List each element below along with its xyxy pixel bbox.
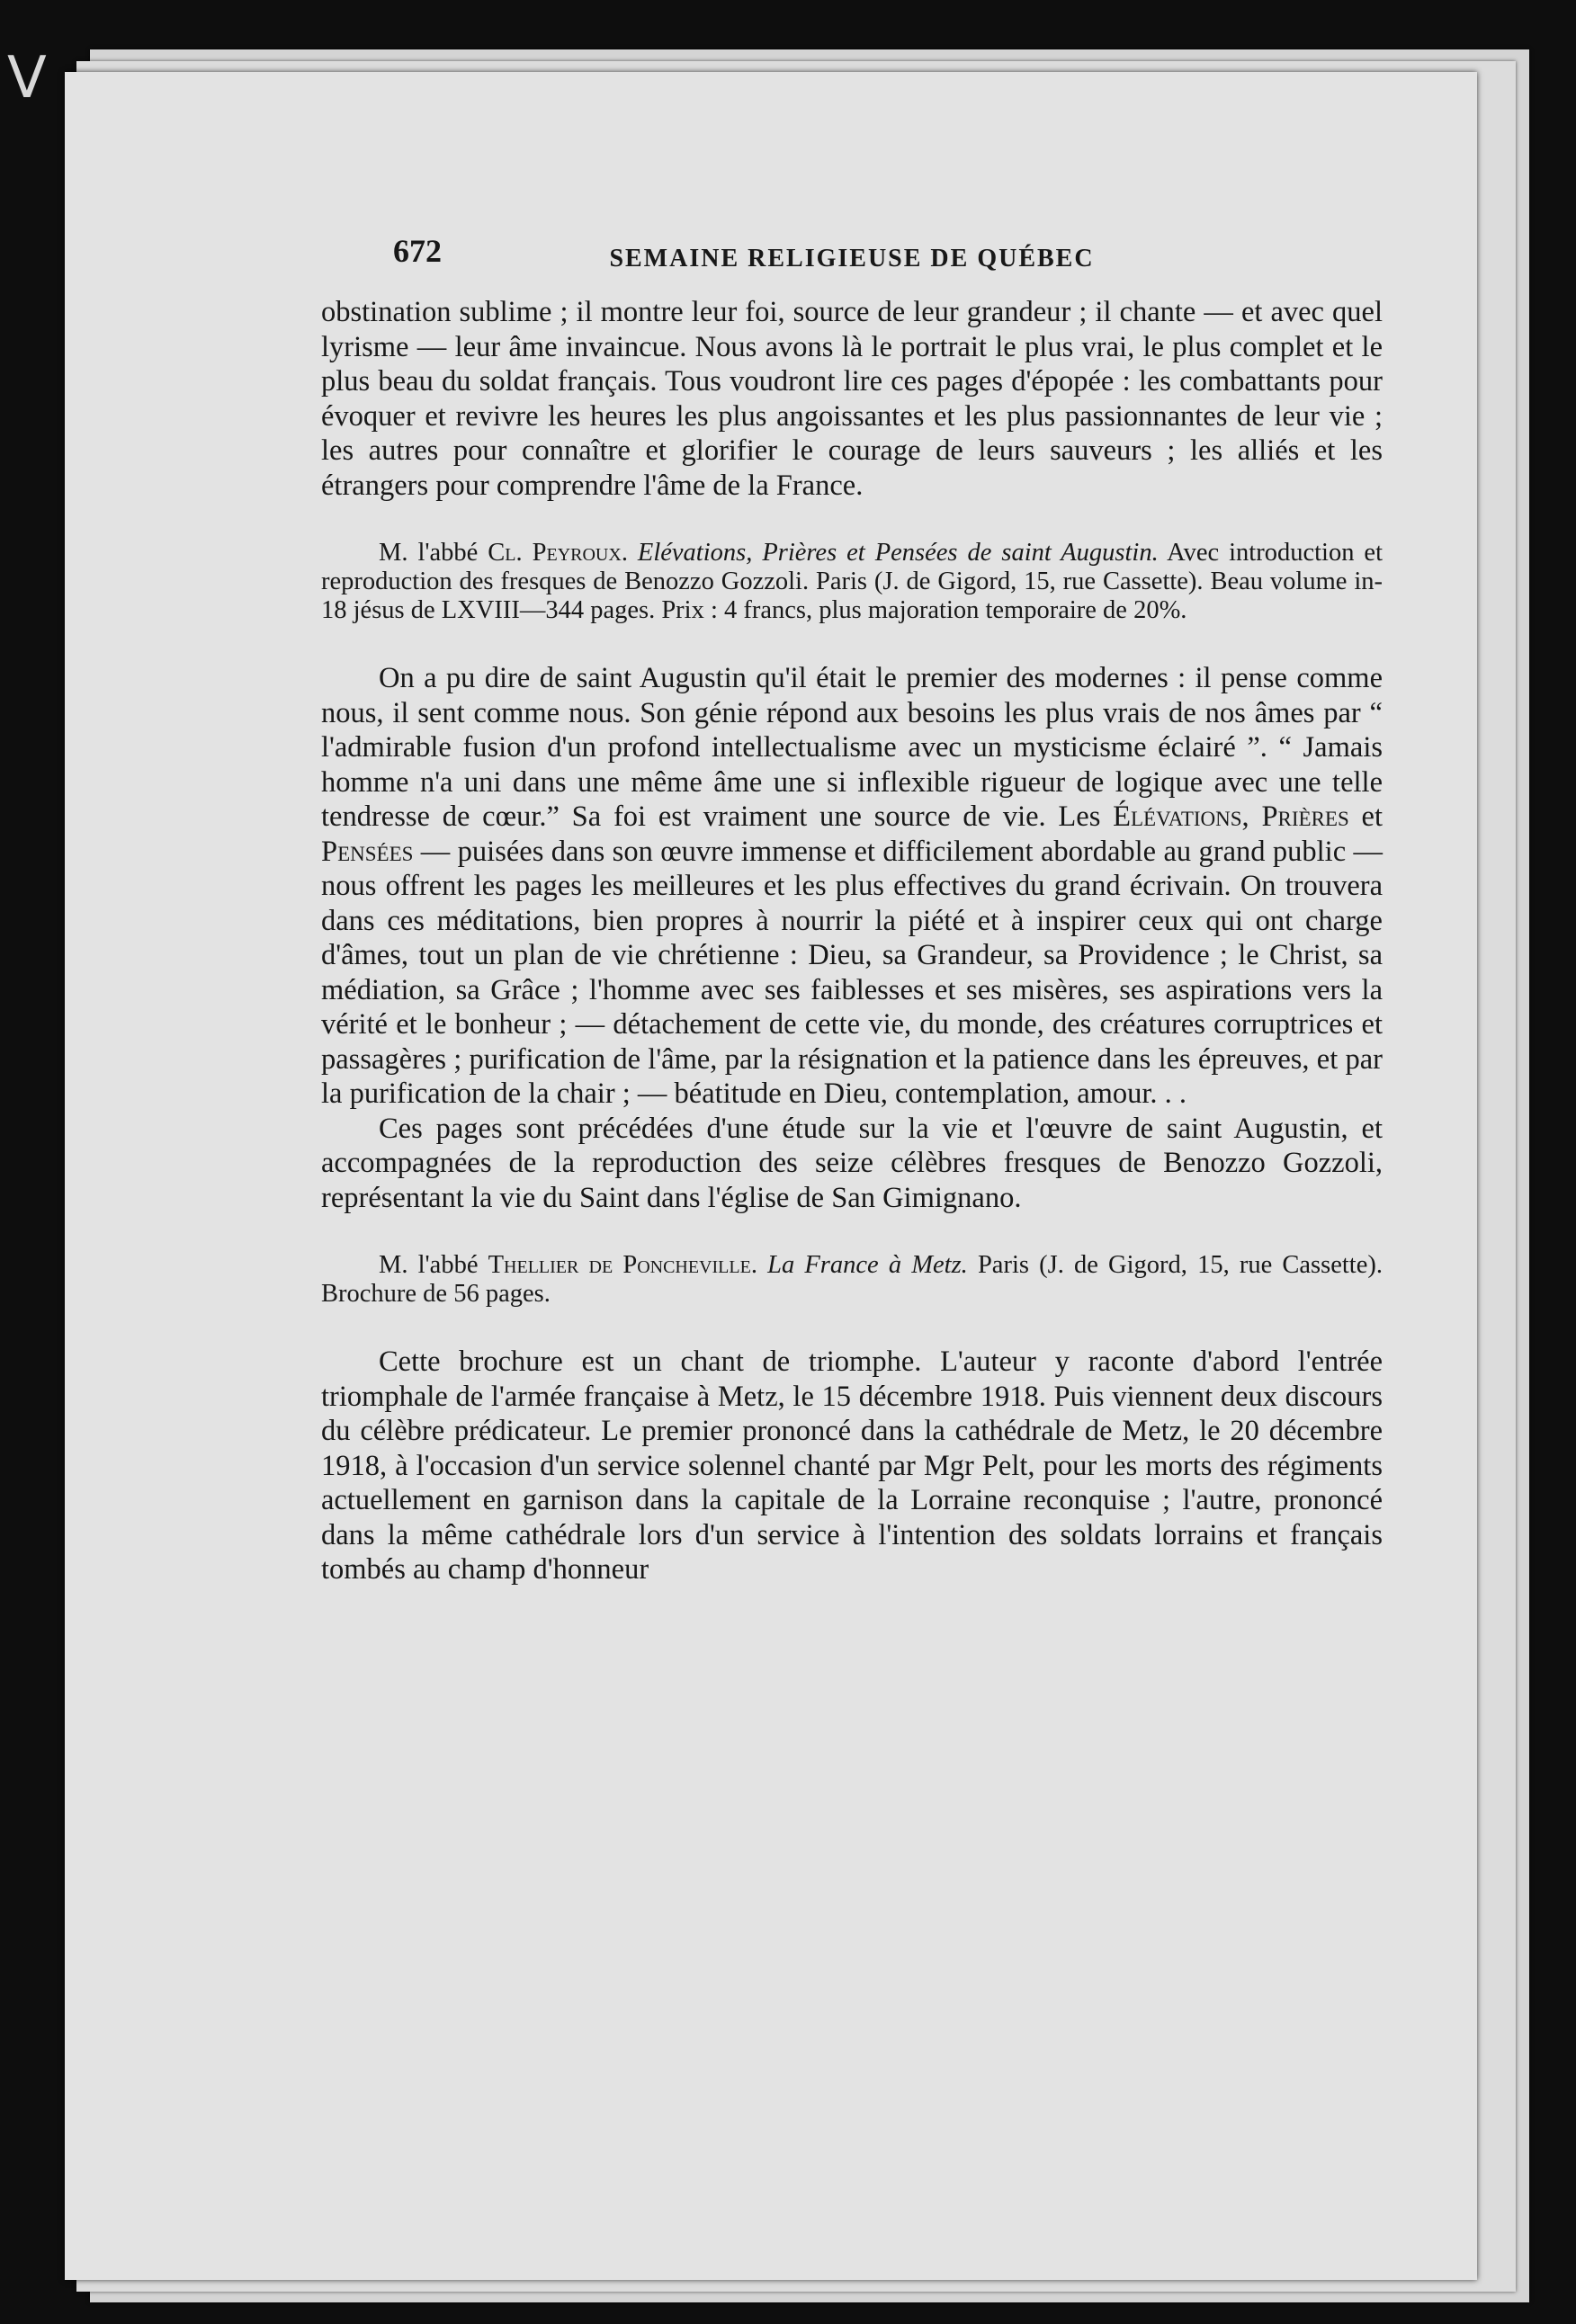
bibliographic-entry-2: [321, 1251, 1383, 1309]
entry-separator: .: [750, 1251, 768, 1279]
paragraph-2-text: — puisées dans son œuvre immense et difficilement abordable au grand public — nous offrent les pages les meilleures et les plus effectives du grand écrivain. On trouvera dans ces méditations, bien propres à nourrir la piété et à inspirer ceux qui ont charge d'âmes, tout un plan de vie chrétienne : Dieu, sa Grandeur, sa Providence ; le Christ, sa médiation, sa Grâce ; l'homme avec ses faiblesses et ses misères, ses aspirations vers la vérité et le bonheur ; — détachement de cette vie, du monde, des créatures corruptrices et passagères ; purification de l'âme, par la résignation et la patience dans les épreuves, et par la purification de la chair ; — béatitude en Dieu, contemplation, amour. . .: [321, 835, 1383, 1110]
page-number: 672: [393, 233, 442, 269]
entry-separator: .: [621, 539, 638, 567]
paragraph-2: [321, 661, 1383, 1112]
paragraph-1: obstination sublime ; il montre leur foi, source de leur grandeur ; il chante — et avec quel lyrisme — leur âme invaincue. Nous avons là le portrait le plus vrai, le plus complet et le plus beau du soldat français. Tous voudront lire ces pages d'épopée : les combattants pour évoquer et revivre les heures les plus angoissantes et les plus passionnantes de leur vie ; les autres pour connaître et glorifier le courage de leurs sauveurs ; les alliés et les étrangers pour comprendre l'âme de la France.: [321, 296, 1383, 502]
paragraph-2-smallcaps: Pensées: [321, 835, 414, 868]
paragraph-3: Ces pages sont précédées d'une étude sur la vie et l'œuvre de saint Augustin, et accompagnées de la reproduction des seize célèbres fresques de Benozzo Gozzoli, représentant la vie du Saint dans l'église de San Gimignano.: [321, 1112, 1383, 1214]
entry-author: Cl. Peyroux: [488, 539, 622, 567]
entry-prefix: M. l'abbé: [379, 1251, 488, 1279]
paragraph-2-smallcaps: Élévations, Prières: [1113, 800, 1349, 833]
paragraph-4: Cette brochure est un chant de triomphe. L'auteur y raconte d'abord l'entrée triomphale de l'armée française à Metz, le 15 décembre 1918. Puis viennent deux discours du célèbre prédicateur. Le premier prononcé dans la cathédrale de Metz, le 20 décembre 1918, à l'occasion d'un service solennel chanté par Mgr Pelt, pour les morts des régiments actuellement en garnison dans la capitale de la Lorraine reconquise ; l'autre, prononcé dans la même cathédrale lors d'un service à l'intention des soldats lorrains et français tombés au champ d'honneur: [321, 1345, 1383, 1586]
entry-details: Paris (J. de Gigord, 15, rue Cassette). Brochure de 56 pages.: [321, 1251, 1383, 1308]
page-content: [321, 232, 1383, 1587]
entry-title: Elévations, Prières et Pensées de saint Augustin.: [637, 539, 1159, 567]
entry-author: Thellier de Poncheville: [488, 1251, 751, 1279]
entry-prefix: M. l'abbé: [379, 539, 488, 567]
paragraph-2-text: et: [1348, 800, 1383, 833]
running-head: SEMAINE RELIGIEUSE DE QUÉBEC: [609, 245, 1095, 273]
bibliographic-entry-1: [321, 539, 1383, 625]
document-page: [65, 72, 1477, 2280]
corner-check-mark: V: [7, 45, 47, 112]
entry-title: La France à Metz.: [767, 1251, 968, 1279]
entry-details: Avec introduction et reproduction des fresques de Benozzo Gozzoli. Paris (J. de Gigord, 15, rue Cassette). Beau volume in-18 jésus de LXVIII—344 pages. Prix : 4 francs, plus majoration temporaire de 20%.: [321, 539, 1383, 624]
page-header: [321, 232, 1383, 295]
paragraph-2-text: On a pu dire de saint Augustin qu'il était le premier des modernes : il pense comme nous, il sent comme nous. Son génie répond aux besoins les plus vrais de nos âmes par “ l'admirable fusion d'un profond intellectualisme avec un mysticisme éclairé ”. “ Jamais homme n'a uni dans une même âme une si inflexible rigueur de logique avec une telle tendresse de cœur.” Sa foi est vraiment une source de vie. Les: [321, 662, 1383, 833]
